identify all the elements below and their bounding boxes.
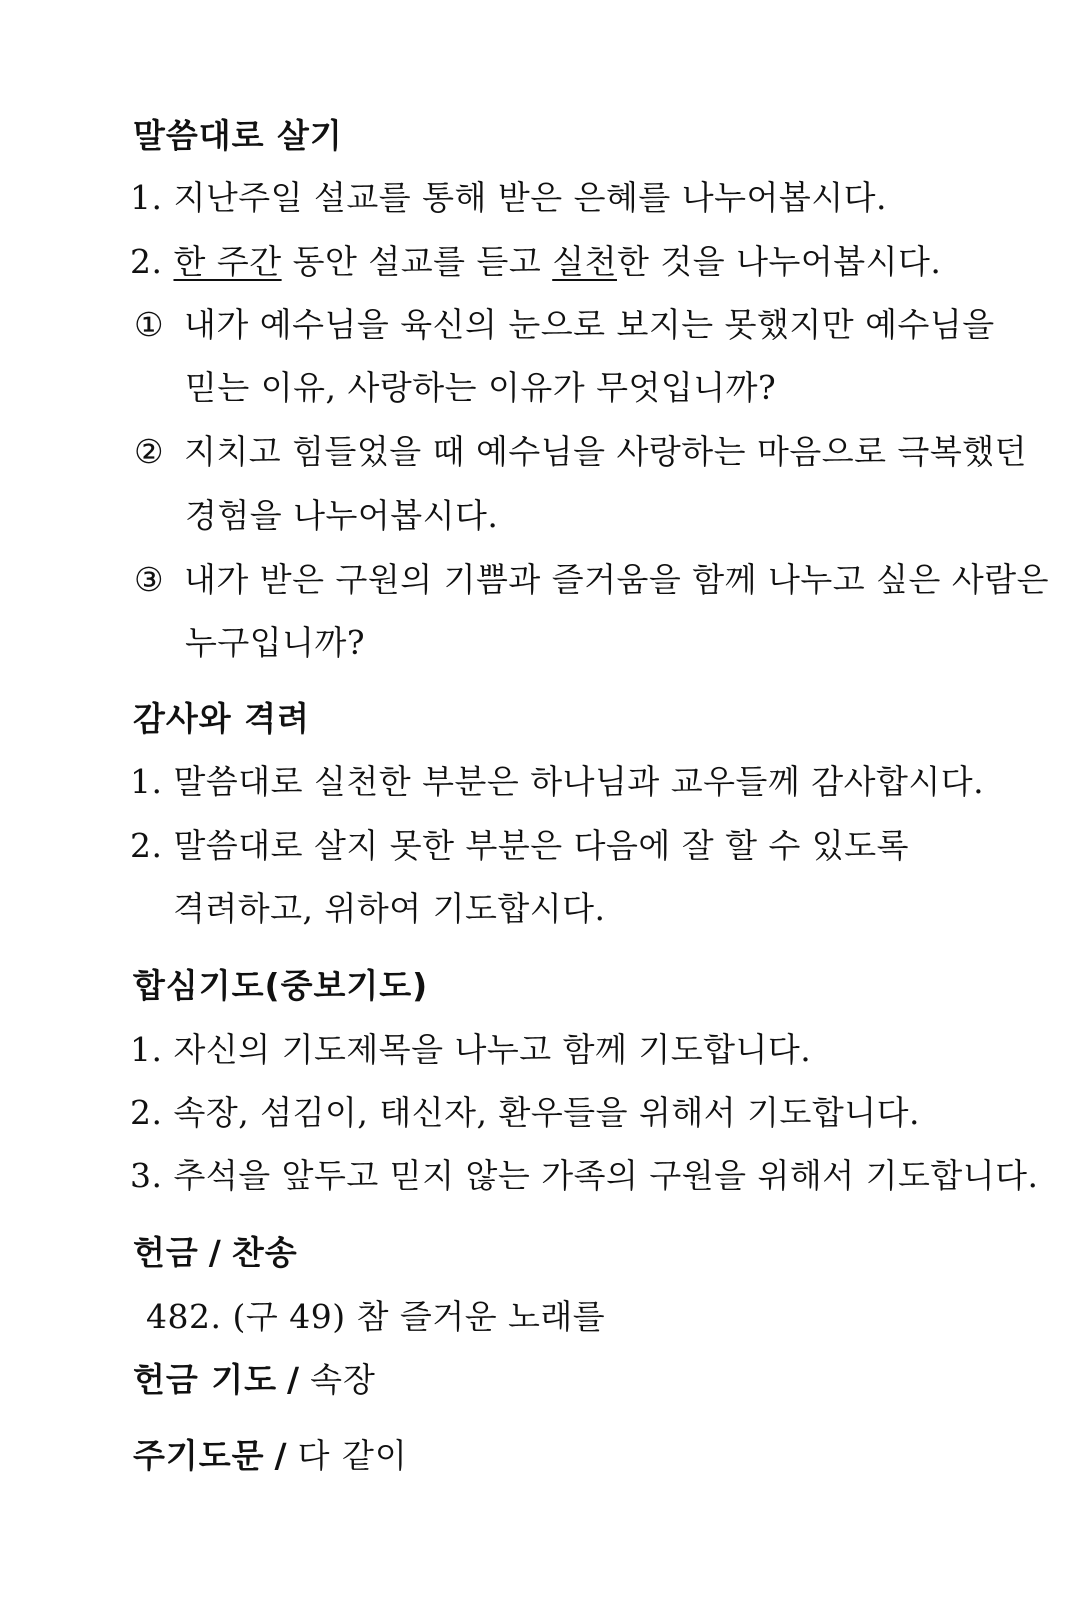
- s1-item-2-middle: 동안 설교를 듣고: [281, 242, 553, 281]
- circled-number-2: ②: [134, 432, 165, 471]
- section-heading-united-prayer: 합심기도(중보기도): [133, 966, 429, 1005]
- s1-question-2-text-a: 지치고 힘들었을 때 예수님을 사랑하는 마음으로 극복했던: [184, 432, 1028, 471]
- s1-question-3-line-a: [134, 554, 1049, 601]
- s1-question-3-text-a: 내가 받은 구원의 기쁨과 즐거움을 함께 나누고 싶은 사람은: [184, 560, 1049, 599]
- s1-question-1-line-b: 믿는 이유, 사랑하는 이유가 무엇입니까?: [185, 368, 777, 407]
- circled-number-3: ③: [134, 560, 165, 599]
- s1-question-1-text-a: 내가 예수님을 육신의 눈으로 보지는 못했지만 예수님을: [184, 305, 995, 344]
- s2-item-2-line-a: 2. 말씀대로 살지 못한 부분은 다음에 잘 할 수 있도록: [130, 826, 909, 865]
- lords-prayer-label: 주기도문: [133, 1436, 265, 1475]
- section-heading-lords-prayer: [133, 1430, 408, 1477]
- s3-item-3: 3. 추석을 앞두고 믿지 않는 가족의 구원을 위해서 기도합니다.: [130, 1156, 1039, 1195]
- s1-question-2-line-b: 경험을 나누어봅시다.: [185, 496, 499, 535]
- heading-separator: /: [208, 1233, 222, 1272]
- section-heading-living-by-word: 말씀대로 살기: [133, 116, 343, 155]
- offering-prayer-label: 헌금 기도: [133, 1360, 278, 1399]
- s1-question-2-line-a: [134, 426, 1027, 473]
- section-heading-offering-hymn: [133, 1227, 298, 1274]
- s1-item-2-end: 한 것을 나누어봅시다.: [616, 242, 942, 281]
- s1-item-2: [130, 236, 941, 283]
- hymn-label: 찬송: [231, 1233, 298, 1272]
- section-heading-offering-prayer: [133, 1354, 376, 1401]
- s1-item-2-number: 2.: [130, 242, 174, 281]
- circled-number-1: ①: [134, 305, 165, 344]
- s3-item-1: 1. 자신의 기도제목을 나누고 함께 기도합니다.: [130, 1030, 812, 1069]
- s2-item-1: 1. 말씀대로 실천한 부분은 하나님과 교우들께 감사합시다.: [130, 762, 985, 801]
- hymn-number-title: 482. (구 49) 참 즐거운 노래를: [146, 1297, 606, 1336]
- s1-question-3-line-b: 누구입니까?: [185, 623, 366, 662]
- heading-separator: /: [287, 1360, 301, 1399]
- s3-item-2: 2. 속장, 섬김이, 태신자, 환우들을 위해서 기도합니다.: [130, 1093, 920, 1132]
- offering-label: 헌금: [133, 1233, 199, 1272]
- s1-item-1: 1. 지난주일 설교를 통해 받은 은혜를 나누어봅시다.: [130, 178, 887, 217]
- offering-prayer-leader: 속장: [310, 1360, 376, 1399]
- lords-prayer-leader: 다 같이: [297, 1436, 408, 1475]
- s2-item-2-line-b: 격려하고, 위하여 기도합시다.: [173, 889, 606, 928]
- s1-question-1-line-a: [134, 299, 995, 346]
- heading-separator: /: [274, 1436, 288, 1475]
- s1-item-2-underline-1: 한 주간: [173, 242, 282, 281]
- s1-item-2-underline-2: 실천: [552, 242, 617, 281]
- section-heading-thanks-encouragement: 감사와 격려: [133, 699, 310, 738]
